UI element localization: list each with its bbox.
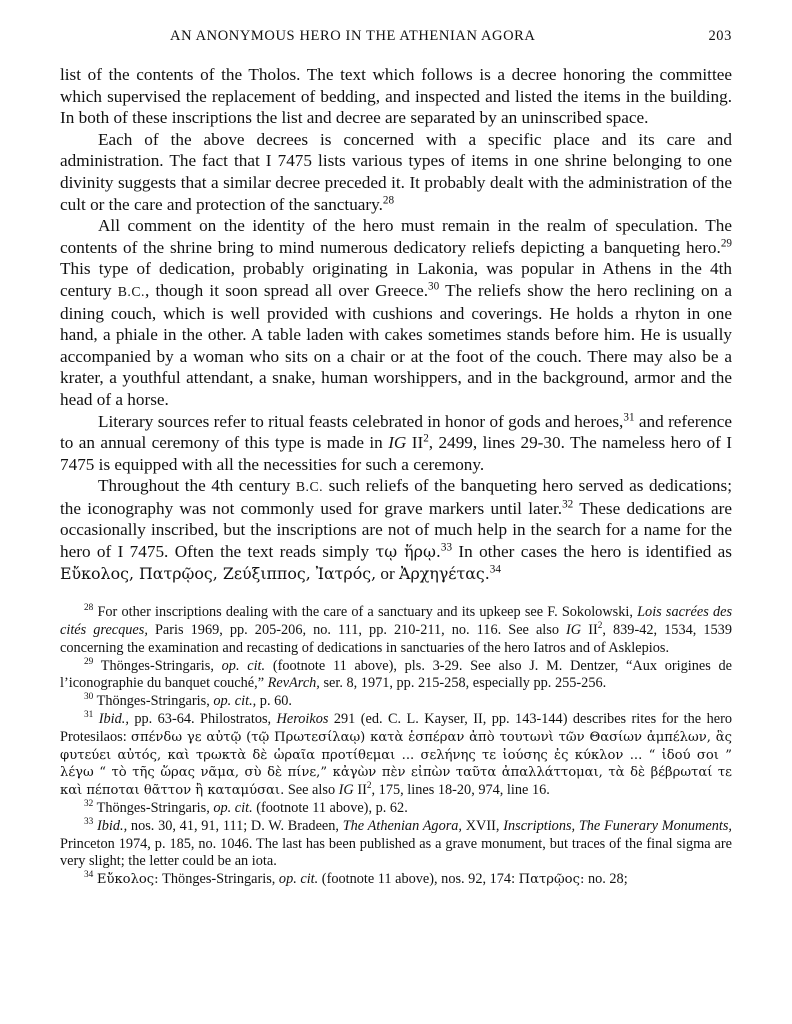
page: [60, 28, 732, 889]
footnote-ref-34[interactable]: 34: [489, 562, 501, 575]
footnote-34: $^{34}$ Εὔκολος: Thönges-Stringaris, op. cit. (footnote 11 above), nos. 92, 174: Πατρῷος: no. 28;: [84, 870, 628, 888]
paragraph-5: Throughout the 4th century B.C. such reliefs of the banqueting hero served as dedications; the iconography was not commonly used for grave markers until later.$^{32}$ These dedications are occasionally inscribed, but the inscriptions are not of much help in the search for a name for the hero of I 7475. Often the text reads simply τῳ ἥρῳ.$^{33}$ In other cases the hero is identified as Εὔκολος, Πατρῷος, Ζεύξιππος, Ἰατρός, or Ἀρχηγέτας.$^{34}$: [60, 476, 732, 583]
footnote-32: $^{32}$ Thönges-Stringaris, op. cit. (footnote 11 above), p. 62.: [84, 799, 408, 817]
greek-text: Εὔκολος, Πατρῷος, Ζεύξιππος, Ἰατρός,: [60, 563, 377, 583]
running-title: AN ANONYMOUS HERO IN THE ATHENIAN AGORA: [170, 28, 536, 44]
page-number: 203: [708, 28, 732, 44]
footnote-30: $^{30}$ Thönges-Stringaris, op. cit., p. 60.: [84, 692, 292, 710]
main-text: [60, 64, 732, 584]
paragraph-1: list of the contents of the Tholos. The text which follows is a decree honoring the committee which supervised the replacement of bedding, and inspected and listed the items in the building. In both of these inscriptions the list and decree are separated by an uninscribed space.: [60, 65, 732, 128]
running-header: [60, 28, 732, 52]
greek-quotation: σπένδω γε αὐτῷ (τῷ Πρωτεσίλαῳ) κατὰ ἑσπέραν ἀπὸ τουτωνὶ τῶν Θασίων ἀμπέλων, ἃς φυτεύει αὐτός, καὶ τρωκτὰ δὲ ὡραῖα προτίθεμαι ... σελήνης τε ἰούσης ἐς κύκλον ... “ ἰδού σοι ” λέγω “ τὸ τῆς ὥρας νᾶμα, σὺ δὲ πίνε,” κἀγὼν πὲν εἰπὼν ταῦτα ἀπαλλάττομαι, τὰ δὲ βέβρωταί τε καὶ πέποται θᾶττον ἢ καταμύσαι.: [60, 729, 732, 799]
footnote-ref-33[interactable]: 33: [440, 541, 453, 554]
ig-abbrev: IG: [388, 433, 407, 453]
greek-text: τῳ ἥρῳ.: [375, 542, 441, 562]
paragraph-4: Literary sources refer to ritual feasts celebrated in honor of gods and heroes,$^{31}$ and reference to an annual ceremony of this type is made in IG $II^2$, 2499, lines 29-30. The nameless hero of I 7475 is equipped with all the necessities for such a ceremony.: [60, 410, 732, 474]
footnote-ref-28[interactable]: 28: [382, 193, 395, 206]
footnote-ref-32[interactable]: 32: [562, 498, 574, 511]
footnote-29: $^{29}$ Thönges-Stringaris, op. cit. (footnote 11 above), pls. 3-29. See also J. M. Dentzer, “Aux origines de l’iconographie du banquet couché,” RevArch, ser. 8, 1971, pp. 215-258, especially pp. 255-256.: [60, 656, 733, 692]
footnote-33: $^{33}$ Ibid., nos. 30, 41, 91, 111; D. W. Bradeen, The Athenian Agora, XVII, Inscriptions, The Funerary Monuments, Princeton 1974, p. 185, no. 1046. The last has been published as a grave monument, but traces of the final sigma are very slight; the letter could be an iota.: [60, 817, 732, 870]
footnote-28: $^{28}$ For other inscriptions dealing with the care of a sanctuary and its upkeep see F. Sokolowski, Lois sacrées des cités grecques, Paris 1969, pp. 205-206, no. 111, pp. 210-211, no. 116. See also IG $II^2$, 839-42, 1534, 1539 concerning the examination and recasting of dedications in sanctuaries of the hero Iatros and of Asklepios.: [60, 603, 733, 656]
footnote-31: $^{31}$ Ibid., pp. 63-64. Philostratos, Heroikos 291 (ed. C. L. Kayser, II, pp. 143-144) describes rites for the hero Protesilaos: σπένδω γε αὐτῷ (τῷ Πρωτεσίλαῳ) κατὰ ἑσπέραν ἀπὸ τουτωνὶ τῶν Θασίων ἀμπέλων, ἃς φυτεύει αὐτός, καὶ τρωκτὰ δὲ ὡραῖα προτίθεμαι ... σελήνης τε ἰούσης ἐς κύκλον ... “ ἰδού σοι ” λέγω “ τὸ τῆς ὥρας νᾶμα, σὺ δὲ πίνε,” κἀγὼν πὲν εἰπὼν ταῦτα ἀπαλλάττομαι, τὰ δὲ βέβρωταί τε καὶ πέποται θᾶττον ἢ καταμύσαι. See also IG $II^2$, 175, lines 18-20, 974, line 16.: [60, 710, 732, 799]
footnote-ref-30[interactable]: 30: [428, 280, 440, 293]
footnote-ref-31[interactable]: 31: [623, 410, 635, 423]
footnote-ref-29[interactable]: 29: [720, 237, 732, 250]
paragraph-3: All comment on the identity of the hero must remain in the realm of speculation. The contents of the shrine bring to mind numerous dedicatory reliefs depicting a banqueting hero.$^{29}$ This type of dedication, probably originating in Lakonia, was popular in Athens in the 4th century B.C., though it soon spread all over Greece.$^{30}$ The reliefs show the hero reclining on a dining couch, which is well provided with cushions and coverings. He holds a rhyton in one hand, a phiale in the other. A table laden with cakes sometimes stands before him. He is usually accompanied by a woman who sits on a chair or at the foot of the couch. There may also be a krater, a youthful attendant, a snake, human worshippers, and in the background, armor and the head of a horse.: [60, 216, 732, 409]
footnotes: [60, 604, 732, 889]
greek-text: Ἀρχηγέτας.: [399, 563, 490, 583]
era-abbrev: B.C.: [295, 479, 324, 495]
era-abbrev: B.C.: [117, 283, 145, 299]
paragraph-2: Each of the above decrees is concerned with a specific place and its care and administration. The fact that I 7475 lists various types of items in one shrine belonging to one divinity suggests that a similar decree preceded it. It probably dealt with the administration of the cult or the care and protection of the sanctuary.$^{28}$: [60, 129, 732, 214]
